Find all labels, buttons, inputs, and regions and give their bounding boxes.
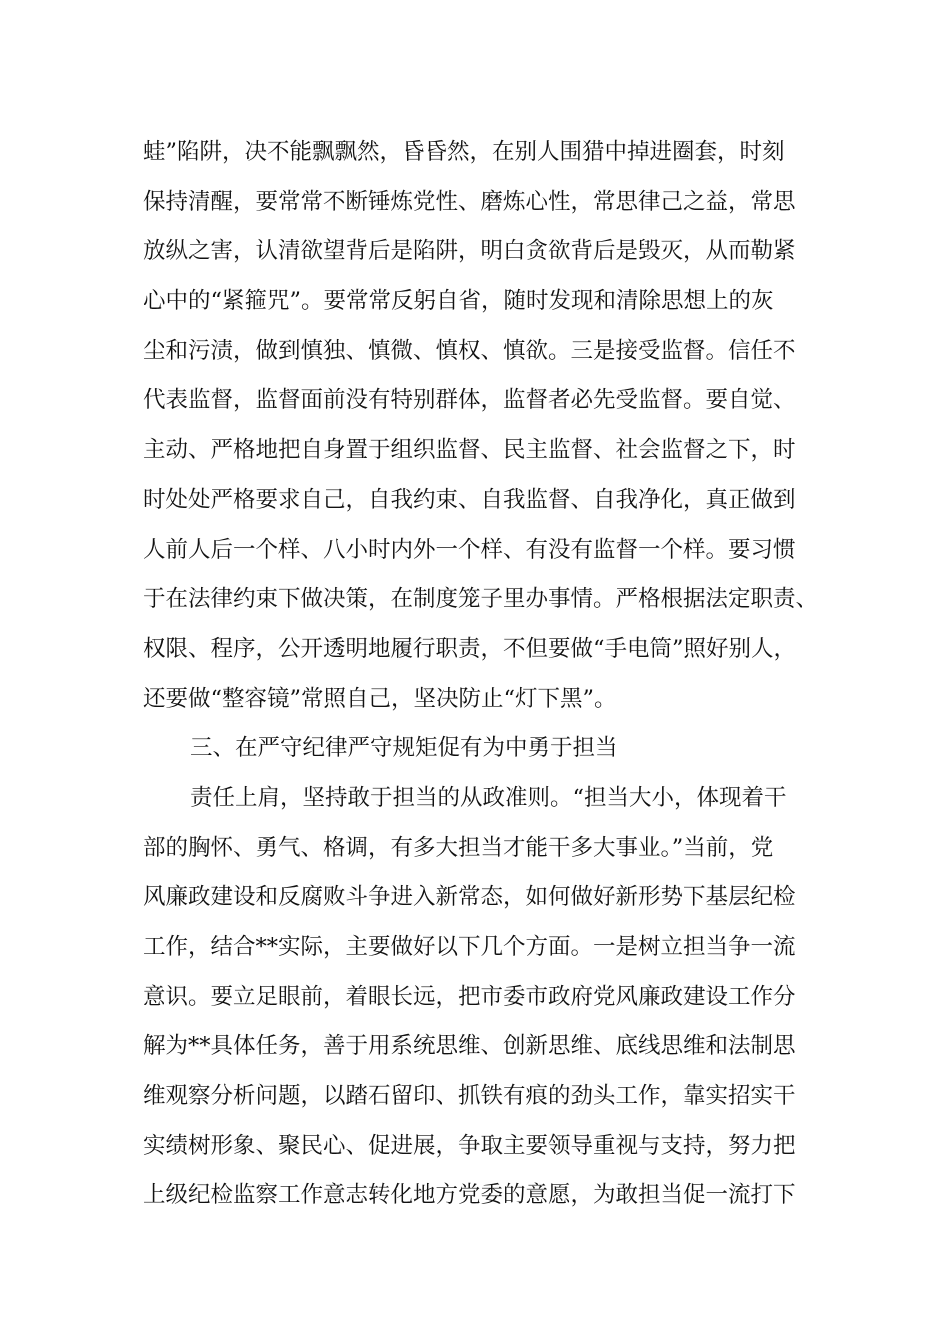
text-line: 意识。要立足眼前，着眼长远，把市委市政府党风廉政建设工作分 [143,983,796,1010]
text-line: 放纵之害，认清欲望背后是陷阱，明白贪欲背后是毁灭，从而勒紧 [143,238,796,265]
text-line: 解为**具体任务，善于用系统思维、创新思维、底线思维和法制思 [143,1033,796,1060]
text-line: 于在法律约束下做决策，在制度笼子里办事情。严格根据法定职责、 [143,586,819,613]
text-line: 人前人后一个样、八小时内外一个样、有没有监督一个样。要习惯 [143,536,796,563]
text-line: 时处处严格要求自己，自我约束、自我监督、自我净化，真正做到 [143,486,796,513]
text-line: 尘和污渍，做到慎独、慎微、慎权、慎欲。三是接受监督。信任不 [143,337,796,364]
text-line: 权限、程序，公开透明地履行职责，不但要做“手电筒”照好别人， [143,635,797,662]
text-line: 风廉政建设和反腐败斗争进入新常态，如何做好新形势下基层纪检 [143,884,796,911]
text-line: 蛙”陷阱，决不能飘飘然，昏昏然，在别人围猎中掉进圈套，时刻 [143,139,785,165]
text-line: 上级纪检监察工作意志转化地方党委的意愿，为敢担当促一流打下 [143,1182,796,1209]
document-body [143,128,819,1221]
text-line: 实绩树形象、聚民心、促进展，争取主要领导重视与支持，努力把 [143,1132,796,1159]
text-line: 维观察分析问题，以踏石留印、抓铁有痕的劲头工作，靠实招实干 [143,1083,796,1110]
text-line: 保持清醒，要常常不断锤炼党性、磨炼心性，常思律己之益，常思 [143,188,796,215]
text-line: 代表监督，监督面前没有特别群体，监督者必先受监督。要自觉、 [143,387,796,414]
section-heading: 三、在严守纪律严守规矩促有为中勇于担当 [190,735,618,762]
text-line: 工作，结合**实际，主要做好以下几个方面。一是树立担当争一流 [143,934,796,960]
text-line: 部的胸怀、勇气、格调，有多大担当才能干多大事业。”当前，党 [143,834,774,861]
text-line: 心中的“紧箍咒”。要常常反躬自省，随时发现和清除思想上的灰 [143,288,774,315]
text-line: 主动、严格地把自身置于组织监督、民主监督、社会监督之下，时 [143,437,796,464]
text-line: 责任上肩，坚持敢于担当的从政准则。“担当大小，体现着干 [190,784,787,811]
text-line: 还要做“整容镜”常照自己，坚决防止“灯下黑”。 [143,685,617,712]
